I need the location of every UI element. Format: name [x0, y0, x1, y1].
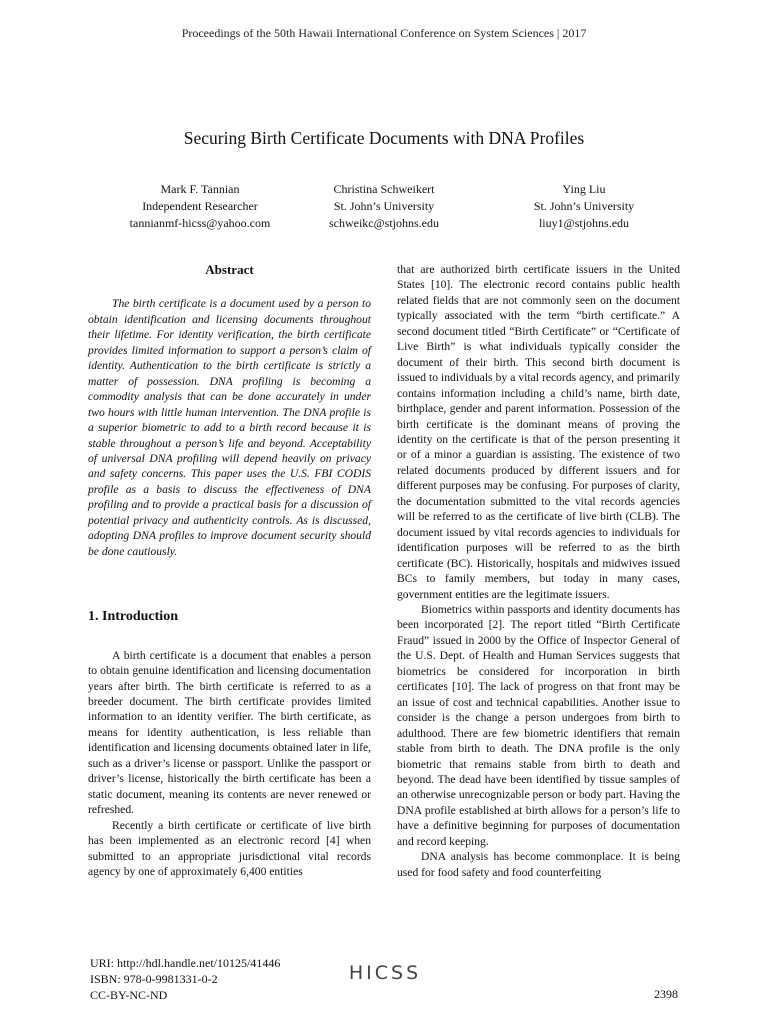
author-affiliation: St. John’s University	[533, 199, 635, 213]
abstract-text: The birth certificate is a document used by a person to obtain identification and licensing documents throughout their lifetime. For identity verification, the birth certificate provides limited information to support a person’s claim of identity. Authentication to the birth certificate is strictly a matter of possession. DNA profiling is becoming a commodity analysis that can be done accurately in under two hours with little human intervention. The DNA profile is a superior biometric to add to a birth record because it is stable throughout a person’s life and beyond. Acceptability of universal DNA profiling will depend heavily on privacy and safety concerns. This paper uses the U.S. FBI CODIS profile as a basis to discuss the effectiveness of DNA profiling and to provide a practical basis for a discussion of potential privacy and authenticity controls. As is discussed, adopting DNA profiles to improve document security should be done cautiously.	[88, 297, 371, 558]
proceedings-header: Proceedings of the 50th Hawaii International Conference on System Sciences | 2017	[181, 26, 587, 40]
author-email[interactable]: schweikc@stjohns.edu	[328, 216, 440, 230]
author-affiliation: St. John’s University	[333, 199, 435, 213]
intro-paragraph: A birth certificate is a document that enables a person to obtain genuine identification and licensing documentation years after birth. The birth certificate is referred to as a breeder document. The birth certificate provides limited information to an identity verifier. The birth certificate, as means for identity authentication, is less reliable than identification and licensing documents obtained later in life, such as a driver’s license or passport. Unlike the passport or driver’s license, historically the birth certificate has been a static document, meaning its contents are never renewed or refreshed.	[88, 648, 371, 817]
abstract-heading: Abstract	[205, 262, 254, 277]
author-block	[469, 181, 699, 232]
author-email[interactable]: liuy1@stjohns.edu	[538, 216, 630, 230]
body-paragraph: DNA analysis has become commonplace. It is being used for food safety and food counterfeiting	[397, 850, 680, 879]
body-paragraph: that are authorized birth certificate issuers in the United States [10]. The electronic record contains public health related fields that are not commonly seen on the document typically associated with the term “birth certificate.” A second document titled “Birth Certificate” or “Certificate of Live Birth” is what individuals typically consider the document of their birth. This second birth document is issued to individuals by a vital records agency, and primarily contains information including a child’s name, birth date, birthplace, gender and parent information. Possession of the birth certificate is the dominant means of proving the identity on the certificate is that of the person presenting it or of a minor a guardian is assisting. The existence of two related documents produced by different issuers and for different purposes may be confusing. For purposes of clarity, the documentation submitted to the vital records agencies will be referred to as the certificate of live birth (CLB). The document issued by vital records agencies to individuals for identification purposes will be referred to as the birth certificate (BC). Historically, hospitals and midwives issued BCs to family members, but today in many cases, government entities are the legitimate issuers.	[397, 263, 680, 601]
page-number: 2398	[654, 987, 678, 1001]
author-email[interactable]: tannianmf-hicss@yahoo.com	[129, 216, 271, 230]
intro-paragraph: Recently a birth certificate or certificate of live birth has been implemented as an electronic record [4] when submitted to an appropriate jurisdictional vital records agency by one of approximately 6,400 entities	[88, 818, 371, 878]
body-paragraph: Biometrics within passports and identity documents has been incorporated [2]. The report titled “Birth Certificate Fraud” issued in 2000 by the Office of Inspector General of the U.S. Dept. of Health and Human Services suggests that biometrics be considered for incorporation in birth certificates [10]. The lack of progress on that front may be an issue of cost and technical capabilities. Another issue to consider is the change a person undergoes from birth to adulthood. There are few biometric identifiers that remain stable from birth to death. The DNA profile is the only biometric that remains stable from birth to death and beyond. The dead have been identified by tissue samples of an otherwise unrecognizable person or body part. Having the DNA profile established at birth allows for a person’s life to have a definitive beginning for purposes of documentation and record keeping.	[397, 602, 680, 848]
license-text: CC-BY-NC-ND	[90, 988, 168, 1002]
isbn-text: ISBN: 978-0-9981331-0-2	[90, 972, 218, 986]
author-name: Mark F. Tannian	[160, 182, 240, 196]
author-name: Ying Liu	[562, 182, 606, 196]
uri-text[interactable]: URI: http://hdl.handle.net/10125/41446	[90, 956, 281, 970]
footer-info	[90, 955, 280, 1003]
author-affiliation: Independent Researcher	[142, 199, 258, 213]
introduction-heading: 1. Introduction	[88, 609, 178, 625]
hicss-logo: HICSS	[348, 962, 422, 984]
right-column	[397, 262, 680, 880]
author-block	[269, 181, 499, 232]
left-column	[88, 262, 371, 879]
author-name: Christina Schweikert	[333, 182, 435, 196]
paper-title: Securing Birth Certificate Documents with DNA Profiles	[183, 128, 585, 148]
